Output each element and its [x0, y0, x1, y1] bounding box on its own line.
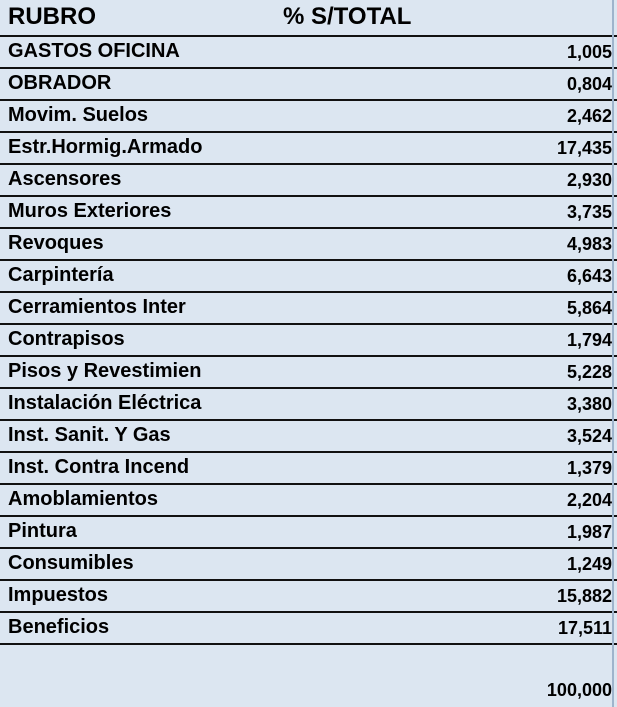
percent-cell[interactable]: 5,864 — [566, 298, 612, 318]
column-divider — [612, 0, 614, 707]
header-percent-total[interactable]: % S/TOTAL — [283, 3, 412, 30]
percent-cell[interactable]: 1,379 — [566, 458, 612, 478]
table-row — [0, 357, 617, 389]
percent-cell[interactable]: 0,804 — [566, 74, 612, 94]
table-row — [0, 517, 617, 549]
table-body — [0, 37, 617, 645]
percent-cell[interactable]: 2,930 — [566, 170, 612, 190]
rubro-cell[interactable]: Cerramientos Inter — [8, 296, 186, 318]
table-row — [0, 549, 617, 581]
percent-cell[interactable]: 17,511 — [557, 618, 612, 638]
table-row — [0, 421, 617, 453]
rubro-cell[interactable]: Impuestos — [8, 584, 109, 606]
percent-cell[interactable]: 2,204 — [566, 490, 612, 510]
percent-cell[interactable]: 2,462 — [566, 106, 612, 126]
rubro-cell[interactable]: Ascensores — [8, 168, 122, 190]
rubro-cell[interactable]: Pintura — [8, 520, 77, 542]
percent-cell[interactable]: 17,435 — [556, 138, 612, 158]
rubro-cell[interactable]: Pisos y Revestimien — [8, 360, 202, 382]
header-rubro[interactable]: RUBRO — [8, 3, 96, 30]
table-row — [0, 229, 617, 261]
table-row — [0, 37, 617, 69]
table-row — [0, 485, 617, 517]
table-row — [0, 453, 617, 485]
percent-cell[interactable]: 1,987 — [566, 522, 612, 542]
table-row — [0, 389, 617, 421]
table-row — [0, 613, 617, 645]
percent-cell[interactable]: 3,380 — [566, 394, 612, 414]
rubro-cell[interactable]: Movim. Suelos — [8, 104, 149, 126]
percent-cell[interactable]: 5,228 — [566, 362, 612, 382]
table-row — [0, 261, 617, 293]
table-row — [0, 325, 617, 357]
rubro-cell[interactable]: Muros Exteriores — [8, 200, 172, 222]
table-row — [0, 165, 617, 197]
rubro-cell[interactable]: Instalación Eléctrica — [8, 392, 202, 414]
rubro-cell[interactable]: Amoblamientos — [8, 488, 159, 510]
table-row — [0, 293, 617, 325]
rubro-cell[interactable]: Carpintería — [8, 264, 114, 286]
percent-cell[interactable]: 4,983 — [566, 234, 612, 254]
rubro-cell[interactable]: Consumibles — [8, 552, 134, 574]
rubro-cell[interactable]: Inst. Sanit. Y Gas — [8, 424, 171, 446]
rubro-cell[interactable]: Estr.Hormig.Armado — [8, 136, 203, 158]
table-row — [0, 197, 617, 229]
rubro-cell[interactable]: GASTOS OFICINA — [8, 40, 180, 62]
percent-cell[interactable]: 1,794 — [566, 330, 612, 350]
table-row — [0, 581, 617, 613]
grand-total[interactable]: 100,000 — [546, 680, 612, 700]
rubro-cell[interactable]: Beneficios — [8, 616, 110, 638]
rubro-cell[interactable]: Contrapisos — [8, 328, 125, 350]
percent-cell[interactable]: 3,735 — [566, 202, 612, 222]
percent-cell[interactable]: 1,005 — [566, 42, 612, 62]
rubro-cell[interactable]: Revoques — [8, 232, 104, 254]
percent-cell[interactable]: 6,643 — [566, 266, 612, 286]
table-row — [0, 69, 617, 101]
percent-cell[interactable]: 3,524 — [566, 426, 612, 446]
table-row — [0, 101, 617, 133]
rubro-cell[interactable]: Inst. Contra Incend — [8, 456, 190, 478]
percent-cell[interactable]: 15,882 — [556, 586, 612, 606]
table-row — [0, 133, 617, 165]
rubro-cell[interactable]: OBRADOR — [8, 72, 112, 94]
percent-cell[interactable]: 1,249 — [566, 554, 612, 574]
table-header — [0, 0, 617, 37]
